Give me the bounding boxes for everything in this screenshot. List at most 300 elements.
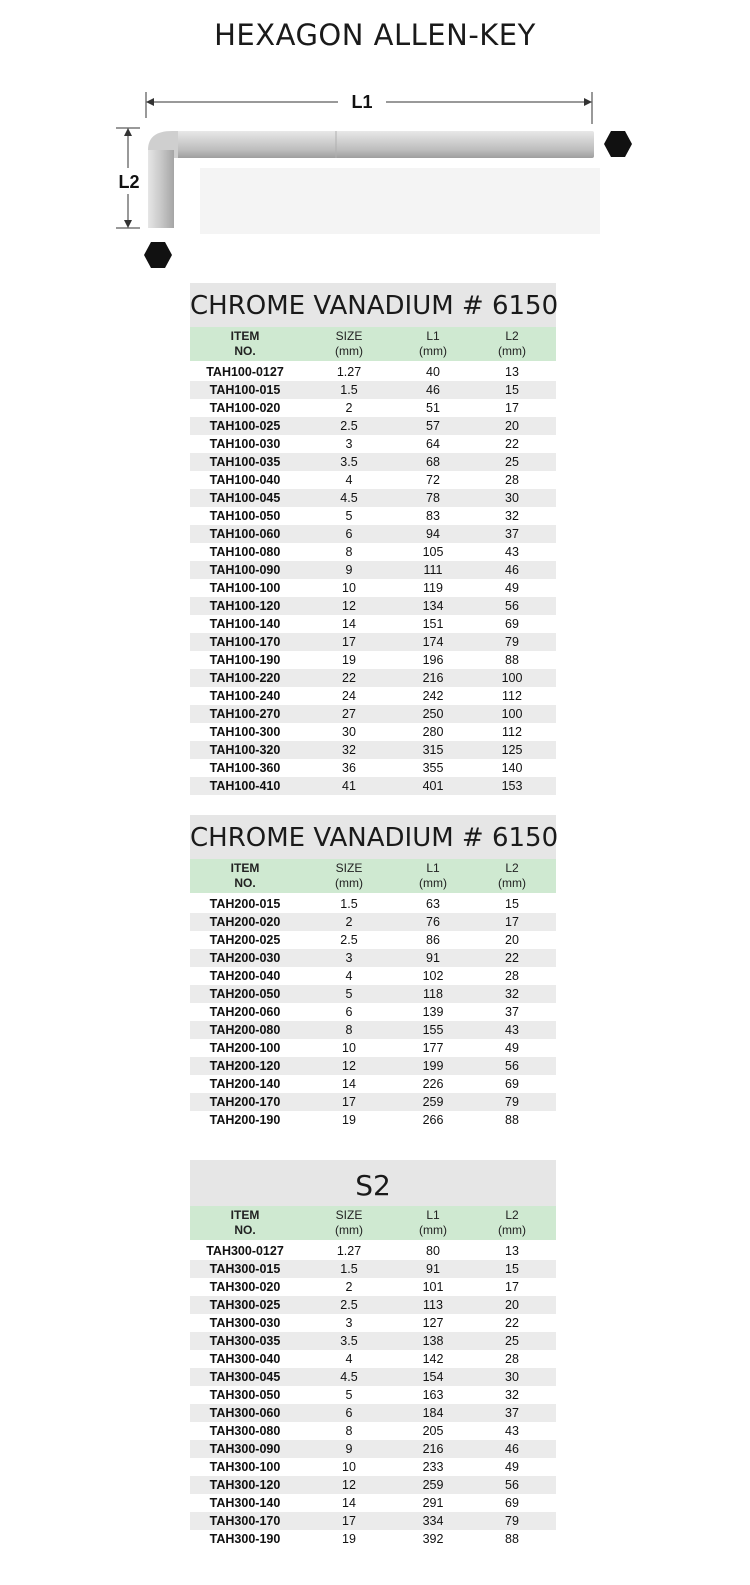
column-header-l1: L1 (mm) bbox=[419, 861, 447, 890]
table-body bbox=[190, 363, 556, 795]
table-row bbox=[190, 949, 556, 967]
cell-size: 19 bbox=[342, 653, 356, 667]
cell-l1: 216 bbox=[422, 671, 444, 685]
cell-item-no: TAH200-100 bbox=[209, 1041, 281, 1055]
spec-table-cv-6150-a bbox=[190, 283, 559, 795]
l2-label: L2 bbox=[118, 172, 140, 192]
cell-size: 3.5 bbox=[340, 455, 358, 469]
cell-size: 2.5 bbox=[340, 1298, 358, 1312]
cell-item-no: TAH300-050 bbox=[209, 1388, 281, 1402]
table-row bbox=[190, 633, 556, 651]
cell-l1: 151 bbox=[422, 617, 444, 631]
cell-l2: 28 bbox=[505, 969, 519, 983]
cell-item-no: TAH300-040 bbox=[209, 1352, 281, 1366]
table-row bbox=[190, 1242, 556, 1260]
cell-l1: 63 bbox=[426, 897, 440, 911]
cell-size: 3 bbox=[345, 437, 353, 451]
cell-size: 14 bbox=[342, 1077, 356, 1091]
cell-l2: 43 bbox=[505, 1023, 519, 1037]
cell-size: 17 bbox=[342, 1095, 356, 1109]
cell-item-no: TAH100-190 bbox=[209, 653, 281, 667]
cell-item-no: TAH300-080 bbox=[209, 1424, 281, 1438]
table-row bbox=[190, 1296, 556, 1314]
cell-l2: 79 bbox=[505, 1514, 519, 1528]
cell-item-no: TAH200-030 bbox=[209, 951, 281, 965]
cell-l1: 291 bbox=[422, 1496, 444, 1510]
cell-l1: 113 bbox=[423, 1298, 443, 1312]
table-row bbox=[190, 1530, 556, 1548]
cell-l2: 20 bbox=[505, 933, 519, 947]
cell-size: 17 bbox=[342, 635, 356, 649]
cell-l2: 49 bbox=[505, 1460, 519, 1474]
cell-size: 41 bbox=[342, 779, 356, 793]
cell-item-no: TAH100-050 bbox=[209, 509, 281, 523]
column-header-item: ITEM NO. bbox=[230, 329, 260, 358]
cell-l2: 17 bbox=[505, 915, 519, 929]
cell-l2: 88 bbox=[505, 1113, 519, 1127]
cell-item-no: TAH100-080 bbox=[209, 545, 281, 559]
cell-l2: 56 bbox=[505, 599, 519, 613]
cell-item-no: TAH200-170 bbox=[209, 1095, 281, 1109]
table-row bbox=[190, 1278, 556, 1296]
key-reflection bbox=[200, 168, 600, 234]
cell-item-no: TAH200-190 bbox=[209, 1113, 281, 1127]
table-row bbox=[190, 363, 556, 381]
cell-size: 5 bbox=[345, 509, 353, 523]
table-row bbox=[190, 1404, 556, 1422]
table-row bbox=[190, 435, 556, 453]
cell-item-no: TAH100-045 bbox=[209, 491, 281, 505]
page-title: HEXAGON ALLEN-KEY bbox=[214, 18, 536, 52]
cell-l1: 64 bbox=[426, 437, 440, 451]
cell-l1: 205 bbox=[422, 1424, 444, 1438]
cell-item-no: TAH100-220 bbox=[209, 671, 281, 685]
cell-l2: 69 bbox=[505, 1077, 519, 1091]
cell-size: 30 bbox=[342, 725, 356, 739]
table-row bbox=[190, 471, 556, 489]
cell-size: 17 bbox=[342, 1514, 356, 1528]
cell-size: 3 bbox=[345, 951, 353, 965]
cell-size: 4 bbox=[345, 1352, 353, 1366]
cell-item-no: TAH100-140 bbox=[209, 617, 281, 631]
cell-size: 2 bbox=[345, 401, 353, 415]
cell-l1: 46 bbox=[426, 383, 440, 397]
table-row bbox=[190, 1021, 556, 1039]
cell-size: 14 bbox=[342, 1496, 356, 1510]
cell-l1: 57 bbox=[426, 419, 440, 433]
cell-l2: 46 bbox=[505, 1442, 519, 1456]
cell-size: 6 bbox=[345, 1005, 353, 1019]
hex-end-long-icon bbox=[604, 131, 632, 157]
column-header-row bbox=[190, 859, 556, 893]
cell-item-no: TAH100-360 bbox=[209, 761, 281, 775]
key-long-arm bbox=[172, 131, 594, 158]
table-row bbox=[190, 1075, 556, 1093]
cell-item-no: TAH300-030 bbox=[209, 1316, 281, 1330]
cell-size: 4.5 bbox=[340, 1370, 358, 1384]
cell-size: 2.5 bbox=[340, 419, 358, 433]
column-header-l2: L2 (mm) bbox=[498, 1208, 526, 1237]
cell-l1: 266 bbox=[422, 1113, 444, 1127]
cell-item-no: TAH100-035 bbox=[209, 455, 281, 469]
table-row bbox=[190, 579, 556, 597]
cell-l2: 49 bbox=[505, 1041, 519, 1055]
cell-size: 2 bbox=[345, 1280, 353, 1294]
cell-item-no: TAH300-0127 bbox=[206, 1244, 284, 1258]
table-row bbox=[190, 1350, 556, 1368]
table-row bbox=[190, 1422, 556, 1440]
table-row bbox=[190, 1512, 556, 1530]
cell-l1: 76 bbox=[426, 915, 440, 929]
table-row bbox=[190, 1494, 556, 1512]
cell-l1: 259 bbox=[422, 1095, 444, 1109]
column-header-item: ITEM NO. bbox=[230, 1208, 260, 1237]
cell-l2: 153 bbox=[501, 779, 523, 793]
cell-l2: 125 bbox=[501, 743, 523, 757]
cell-item-no: TAH300-170 bbox=[209, 1514, 281, 1528]
cell-l1: 155 bbox=[422, 1023, 444, 1037]
cell-item-no: TAH100-320 bbox=[209, 743, 281, 757]
l1-label: L1 bbox=[351, 92, 373, 112]
cell-size: 27 bbox=[342, 707, 356, 721]
cell-item-no: TAH200-020 bbox=[209, 915, 281, 929]
cell-l2: 56 bbox=[505, 1059, 519, 1073]
cell-l1: 91 bbox=[426, 1262, 440, 1276]
cell-size: 24 bbox=[342, 689, 356, 703]
cell-l1: 138 bbox=[422, 1334, 444, 1348]
cell-item-no: TAH100-020 bbox=[209, 401, 281, 415]
cell-l2: 25 bbox=[505, 455, 519, 469]
table-row bbox=[190, 1368, 556, 1386]
cell-l1: 392 bbox=[422, 1532, 444, 1546]
column-header-l1: L1 (mm) bbox=[419, 1208, 447, 1237]
column-header-row bbox=[190, 327, 556, 361]
cell-size: 32 bbox=[342, 743, 356, 757]
allen-key-diagram bbox=[0, 80, 750, 280]
cell-l1: 315 bbox=[422, 743, 444, 757]
cell-l2: 32 bbox=[505, 987, 519, 1001]
cell-l2: 20 bbox=[505, 419, 519, 433]
cell-l2: 20 bbox=[505, 1298, 519, 1312]
cell-l2: 69 bbox=[505, 1496, 519, 1510]
table-row bbox=[190, 931, 556, 949]
cell-size: 8 bbox=[345, 1424, 353, 1438]
cell-size: 9 bbox=[345, 563, 353, 577]
cell-l1: 154 bbox=[422, 1370, 444, 1384]
cell-l2: 88 bbox=[505, 653, 519, 667]
cell-item-no: TAH200-015 bbox=[209, 897, 281, 911]
cell-item-no: TAH100-060 bbox=[209, 527, 281, 541]
cell-size: 22 bbox=[342, 671, 356, 685]
cell-l1: 334 bbox=[422, 1514, 444, 1528]
column-header-size: SIZE (mm) bbox=[335, 861, 363, 890]
table-row bbox=[190, 759, 556, 777]
cell-item-no: TAH100-120 bbox=[209, 599, 281, 613]
cell-item-no: TAH100-040 bbox=[209, 473, 281, 487]
cell-l2: 79 bbox=[505, 1095, 519, 1109]
cell-l1: 51 bbox=[426, 401, 440, 415]
cell-l2: 15 bbox=[505, 1262, 519, 1276]
table-row bbox=[190, 723, 556, 741]
table-row bbox=[190, 453, 556, 471]
cell-item-no: TAH200-040 bbox=[209, 969, 281, 983]
cell-size: 3 bbox=[345, 1316, 353, 1330]
cell-item-no: TAH100-100 bbox=[209, 581, 281, 595]
cell-l2: 17 bbox=[505, 401, 519, 415]
cell-item-no: TAH200-025 bbox=[209, 933, 281, 947]
cell-size: 8 bbox=[345, 1023, 353, 1037]
cell-size: 4 bbox=[345, 473, 353, 487]
spec-table-s2 bbox=[190, 1160, 556, 1548]
cell-l2: 140 bbox=[501, 761, 523, 775]
spec-table-cv-6150-b bbox=[190, 815, 559, 1129]
cell-size: 10 bbox=[342, 581, 356, 595]
table-row bbox=[190, 1003, 556, 1021]
cell-size: 3.5 bbox=[340, 1334, 358, 1348]
cell-l2: 22 bbox=[505, 951, 519, 965]
table-row bbox=[190, 1332, 556, 1350]
table-row bbox=[190, 1260, 556, 1278]
cell-item-no: TAH300-035 bbox=[209, 1334, 281, 1348]
cell-l1: 40 bbox=[426, 365, 440, 379]
cell-l2: 22 bbox=[505, 1316, 519, 1330]
cell-l2: 30 bbox=[505, 491, 519, 505]
cell-size: 12 bbox=[342, 1478, 356, 1492]
table-row bbox=[190, 1093, 556, 1111]
cell-l1: 226 bbox=[422, 1077, 444, 1091]
cell-l1: 250 bbox=[422, 707, 444, 721]
cell-l1: 401 bbox=[422, 779, 444, 793]
cell-l1: 102 bbox=[422, 969, 444, 983]
cell-size: 4.5 bbox=[340, 491, 358, 505]
cell-size: 36 bbox=[342, 761, 356, 775]
cell-l1: 280 bbox=[422, 725, 444, 739]
cell-l1: 118 bbox=[423, 987, 443, 1001]
cell-item-no: TAH300-120 bbox=[209, 1478, 281, 1492]
column-header-item: ITEM NO. bbox=[230, 861, 260, 890]
cell-l1: 196 bbox=[422, 653, 444, 667]
table-row bbox=[190, 1458, 556, 1476]
cell-l1: 184 bbox=[422, 1406, 444, 1420]
cell-l1: 174 bbox=[422, 635, 444, 649]
table-row bbox=[190, 1386, 556, 1404]
column-header-l2: L2 (mm) bbox=[498, 329, 526, 358]
cell-l1: 142 bbox=[422, 1352, 444, 1366]
cell-item-no: TAH300-045 bbox=[209, 1370, 281, 1384]
table-heading: CHROME VANADIUM # 6150 bbox=[190, 815, 556, 859]
cell-l2: 25 bbox=[505, 1334, 519, 1348]
cell-l2: 112 bbox=[502, 689, 522, 703]
table-row bbox=[190, 597, 556, 615]
cell-l2: 88 bbox=[505, 1532, 519, 1546]
cell-l1: 216 bbox=[422, 1442, 444, 1456]
cell-item-no: TAH100-410 bbox=[209, 779, 281, 793]
cell-l2: 37 bbox=[505, 527, 519, 541]
cell-item-no: TAH100-170 bbox=[209, 635, 281, 649]
cell-size: 1.27 bbox=[336, 365, 362, 379]
table-row bbox=[190, 561, 556, 579]
cell-l2: 15 bbox=[505, 383, 519, 397]
cell-item-no: TAH200-140 bbox=[209, 1077, 281, 1091]
cell-l1: 94 bbox=[426, 527, 440, 541]
cell-l2: 79 bbox=[505, 635, 519, 649]
table-heading: S2 bbox=[190, 1160, 556, 1206]
table-body bbox=[190, 1242, 556, 1548]
cell-l2: 49 bbox=[505, 581, 519, 595]
table-row bbox=[190, 913, 556, 931]
cell-size: 5 bbox=[345, 1388, 353, 1402]
column-header-l1: L1 (mm) bbox=[419, 329, 447, 358]
cell-l2: 15 bbox=[505, 897, 519, 911]
table-heading: CHROME VANADIUM # 6150 bbox=[190, 283, 556, 327]
cell-item-no: TAH300-015 bbox=[209, 1262, 281, 1276]
cell-l2: 28 bbox=[505, 1352, 519, 1366]
cell-item-no: TAH300-140 bbox=[209, 1496, 281, 1510]
table-row bbox=[190, 741, 556, 759]
cell-l1: 101 bbox=[422, 1280, 444, 1294]
table-row bbox=[190, 1314, 556, 1332]
cell-l2: 28 bbox=[505, 473, 519, 487]
cell-item-no: TAH300-020 bbox=[209, 1280, 281, 1294]
cell-size: 19 bbox=[342, 1532, 356, 1546]
cell-l1: 119 bbox=[423, 581, 443, 595]
table-row bbox=[190, 967, 556, 985]
cell-l1: 127 bbox=[422, 1316, 444, 1330]
table-row bbox=[190, 489, 556, 507]
cell-l2: 32 bbox=[505, 1388, 519, 1402]
table-row bbox=[190, 1476, 556, 1494]
cell-l2: 100 bbox=[501, 707, 523, 721]
column-header-row bbox=[190, 1206, 556, 1240]
cell-item-no: TAH100-0127 bbox=[206, 365, 284, 379]
cell-size: 1.5 bbox=[340, 897, 358, 911]
cell-item-no: TAH100-270 bbox=[209, 707, 281, 721]
cell-size: 10 bbox=[342, 1460, 356, 1474]
table-row bbox=[190, 507, 556, 525]
cell-l2: 43 bbox=[505, 1424, 519, 1438]
cell-l1: 259 bbox=[422, 1478, 444, 1492]
cell-l1: 134 bbox=[422, 599, 444, 613]
cell-l1: 177 bbox=[422, 1041, 444, 1055]
cell-l2: 37 bbox=[505, 1005, 519, 1019]
cell-l1: 355 bbox=[422, 761, 444, 775]
table-row bbox=[190, 669, 556, 687]
cell-item-no: TAH100-015 bbox=[209, 383, 281, 397]
cell-l1: 199 bbox=[422, 1059, 444, 1073]
cell-size: 12 bbox=[342, 1059, 356, 1073]
cell-l1: 139 bbox=[422, 1005, 444, 1019]
cell-item-no: TAH100-025 bbox=[209, 419, 281, 433]
cell-item-no: TAH100-090 bbox=[209, 563, 281, 577]
cell-l1: 83 bbox=[426, 509, 440, 523]
table-row bbox=[190, 525, 556, 543]
cell-item-no: TAH300-090 bbox=[209, 1442, 281, 1456]
cell-size: 6 bbox=[345, 1406, 353, 1420]
cell-size: 19 bbox=[342, 1113, 356, 1127]
cell-item-no: TAH100-030 bbox=[209, 437, 281, 451]
cell-l2: 30 bbox=[505, 1370, 519, 1384]
cell-l2: 46 bbox=[505, 563, 519, 577]
cell-size: 12 bbox=[342, 599, 356, 613]
cell-l2: 17 bbox=[505, 1280, 519, 1294]
cell-l1: 78 bbox=[426, 491, 440, 505]
cell-size: 9 bbox=[345, 1442, 353, 1456]
cell-l2: 13 bbox=[505, 365, 519, 379]
cell-item-no: TAH300-025 bbox=[209, 1298, 281, 1312]
cell-size: 14 bbox=[342, 617, 356, 631]
table-row bbox=[190, 687, 556, 705]
table-body bbox=[190, 895, 556, 1129]
table-row bbox=[190, 1440, 556, 1458]
cell-size: 5 bbox=[345, 987, 353, 1001]
cell-item-no: TAH300-100 bbox=[209, 1460, 281, 1474]
cell-size: 6 bbox=[345, 527, 353, 541]
cell-l1: 68 bbox=[426, 455, 440, 469]
cell-size: 10 bbox=[342, 1041, 356, 1055]
table-row bbox=[190, 1111, 556, 1129]
table-row bbox=[190, 543, 556, 561]
column-header-size: SIZE (mm) bbox=[335, 1208, 363, 1237]
cell-size: 1.27 bbox=[336, 1244, 362, 1258]
cell-item-no: TAH100-300 bbox=[209, 725, 281, 739]
table-row bbox=[190, 777, 556, 795]
cell-item-no: TAH300-190 bbox=[209, 1532, 281, 1546]
column-header-l2: L2 (mm) bbox=[498, 861, 526, 890]
cell-l2: 22 bbox=[505, 437, 519, 451]
cell-item-no: TAH200-120 bbox=[209, 1059, 281, 1073]
cell-l1: 86 bbox=[426, 933, 440, 947]
table-row bbox=[190, 985, 556, 1003]
cell-l2: 69 bbox=[505, 617, 519, 631]
cell-size: 1.5 bbox=[340, 383, 358, 397]
cell-size: 8 bbox=[345, 545, 353, 559]
cell-l1: 72 bbox=[426, 473, 440, 487]
cell-l2: 112 bbox=[502, 725, 522, 739]
key-short-arm bbox=[148, 150, 174, 228]
column-header-size: SIZE (mm) bbox=[335, 329, 363, 358]
table-row bbox=[190, 615, 556, 633]
table-row bbox=[190, 399, 556, 417]
cell-item-no: TAH200-080 bbox=[209, 1023, 281, 1037]
cell-l2: 100 bbox=[501, 671, 523, 685]
cell-l2: 32 bbox=[505, 509, 519, 523]
table-row bbox=[190, 381, 556, 399]
cell-l1: 233 bbox=[422, 1460, 444, 1474]
cell-item-no: TAH200-050 bbox=[209, 987, 281, 1001]
cell-l1: 111 bbox=[423, 563, 443, 577]
cell-item-no: TAH200-060 bbox=[209, 1005, 281, 1019]
cell-l2: 56 bbox=[505, 1478, 519, 1492]
cell-l1: 80 bbox=[426, 1244, 440, 1258]
cell-l2: 43 bbox=[505, 545, 519, 559]
table-row bbox=[190, 1039, 556, 1057]
cell-size: 4 bbox=[345, 969, 353, 983]
table-row bbox=[190, 705, 556, 723]
cell-size: 2.5 bbox=[340, 933, 358, 947]
cell-l1: 105 bbox=[422, 545, 444, 559]
table-row bbox=[190, 651, 556, 669]
hex-end-short-icon bbox=[144, 242, 172, 268]
cell-l1: 163 bbox=[422, 1388, 444, 1402]
cell-size: 1.5 bbox=[340, 1262, 358, 1276]
cell-item-no: TAH300-060 bbox=[209, 1406, 281, 1420]
cell-l2: 37 bbox=[505, 1406, 519, 1420]
cell-l1: 242 bbox=[422, 689, 444, 703]
table-row bbox=[190, 895, 556, 913]
cell-item-no: TAH100-240 bbox=[209, 689, 281, 703]
cell-l2: 13 bbox=[505, 1244, 519, 1258]
cell-l1: 91 bbox=[426, 951, 440, 965]
